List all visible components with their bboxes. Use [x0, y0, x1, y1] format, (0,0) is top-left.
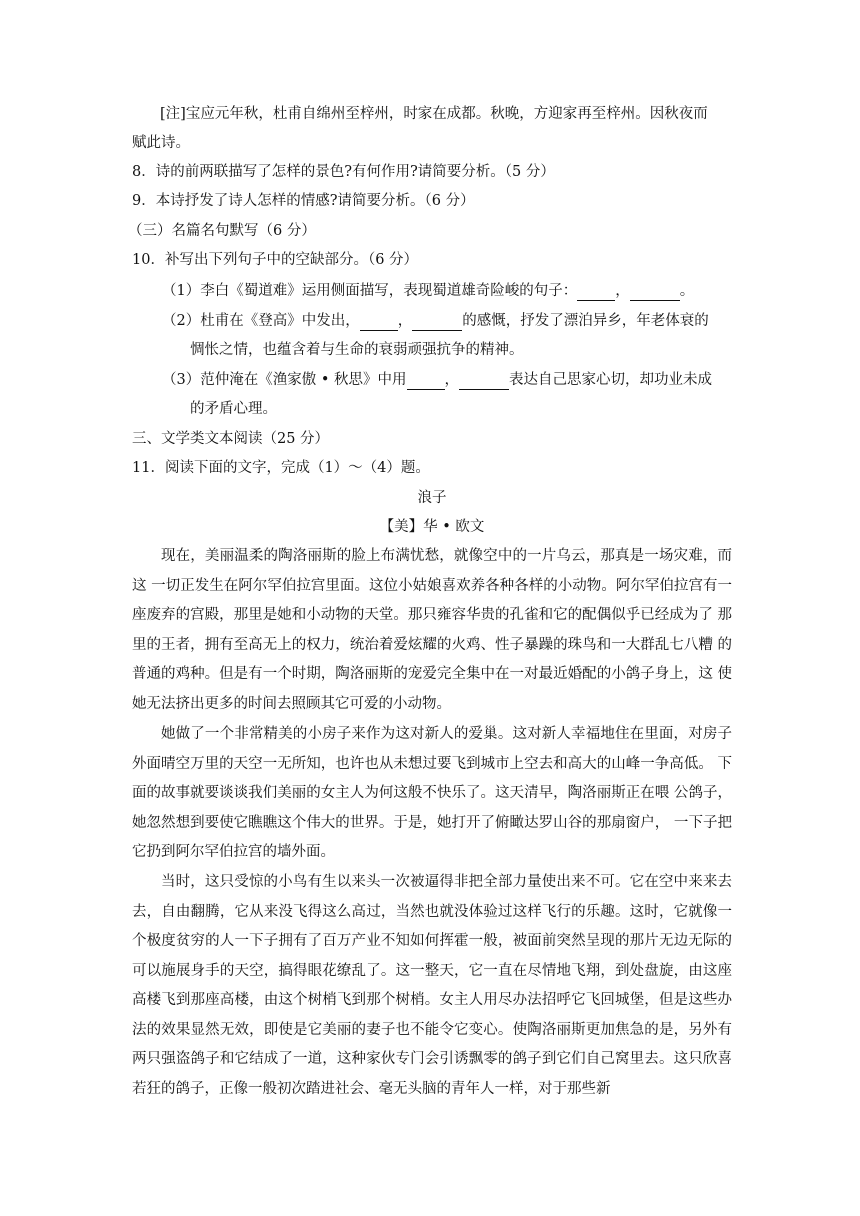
answer-blank[interactable]	[630, 284, 680, 301]
story-paragraph-1: 现在，美丽温柔的陶洛丽斯的脸上布满忧愁，就像空中的一片乌云，那真是一场灾难，而这 一切正发生在阿尔罕伯拉宫里面。这位小姑娘喜欢养各种各样的小动物。阿尔罕伯拉宫有一 座废弃的宫殿，那里是她和小动物的天堂。那只雍容华贵的孔雀和它的配偶似乎已经成为了 那里的王者，拥有至高无上的权力，统治着爱炫耀的火鸡、性子暴躁的珠鸟和一大群乱七八糟 的普通的鸡种。但是有一个时期，陶洛丽斯的宠爱完全集中在一对最近婚配的小鸽子身上，这 使她无法挤出更多的时间去照顾其它可爱的小动物。	[132, 548, 732, 712]
recitation-item-2-text: （2）杜甫在《登高》中发出，	[162, 313, 360, 329]
note-line-2: 赋此诗。	[132, 135, 190, 151]
answer-blank[interactable]	[360, 314, 398, 331]
question-11: 11．阅读下面的文字，完成（1）～（4）题。	[132, 460, 430, 476]
story-title: 浪子	[417, 490, 447, 506]
note-line-1: [注]宝应元年秋，杜甫自绵州至梓州，时家在成都。秋晚，方迎家再至梓州。因秋夜而	[160, 106, 708, 122]
recitation-item-2	[162, 311, 742, 333]
section-heading-literature: 三、文学类文本阅读（25 分）	[132, 431, 330, 447]
end-mark: 。	[679, 283, 695, 299]
recitation-item-2-line-2: 惆怅之情，也蕴含着与生命的衰弱顽强抗争的精神。	[190, 342, 524, 358]
separator: ，	[444, 372, 459, 388]
story-paragraph-3: 当时，这只受惊的小鸟有生以来头一次被逼得非把全部力量使出来不可。它在空中来来去去，自由翻腾，它从来没飞得这么高过，当然也就没体验过这样飞行的乐趣。这时，它就像一 个极度贫穷的人一下子拥有了百万产业不知如何挥霍一般，被面前突然呈现的那片无边无际的可以施展身手的天空，搞得眼花缭乱了。这一整天，它一直在尽情地飞翔，到处盘旋，由这座高楼飞到那座高楼，由这个树梢飞到那个树梢。女主人用尽办法招呼它飞回城堡，但是这些办法的效果显然无效，即使是它美丽的妻子也不能令它变心。使陶洛丽斯更加焦急的是，另外有两只强盗鸽子和它结成了一道，这种家伙专门会引诱飘零的鸽子到它们自己窝里去。这只欣喜若狂的鸽子，正像一般初次踏进社会、毫无头脑的青年人一样，对于那些新	[132, 874, 732, 1097]
recitation-item-3	[162, 370, 742, 392]
recitation-item-2-text-b: 的感慨，抒发了漂泊异乡，年老体衰的	[462, 313, 709, 329]
recitation-item-3-line-2: 的矛盾心理。	[190, 401, 277, 417]
recitation-item-3-text: （3）范仲淹在《渔家傲 • 秋思》中用	[162, 372, 407, 388]
question-9: 9．本诗抒发了诗人怎样的情感?请简要分析。（6 分）	[132, 193, 475, 209]
question-8: 8．诗的前两联描写了怎样的景色?有何作用?请简要分析。（5 分）	[132, 164, 555, 180]
recitation-item-1	[162, 281, 742, 303]
recitation-item-1-text: （1）李白《蜀道难》运用侧面描写，表现蜀道雄奇险峻的句子：	[162, 283, 578, 299]
answer-blank[interactable]	[407, 373, 445, 390]
separator: ，	[397, 313, 413, 329]
recitation-item-3-text-b: 表达自己思家心切，却功业未成	[509, 372, 712, 388]
answer-blank[interactable]	[577, 284, 615, 301]
answer-blank[interactable]	[459, 373, 509, 390]
answer-blank[interactable]	[412, 314, 462, 331]
section-heading-recitation: （三）名篇名句默写（6 分）	[128, 223, 316, 239]
separator: ，	[615, 283, 630, 299]
story-author: 【美】华 • 欧文	[379, 519, 485, 535]
story-paragraph-2: 她做了一个非常精美的小房子来作为这对新人的爱巢。这对新人幸福地住在里面，对房子外面晴空万里的天空一无所知，也许也从未想过要飞到城市上空去和高大的山峰一争高低。 下面的故事就要谈谈我们美丽的女主人为何这般不快乐了。这天清早，陶洛丽斯正在喂 公鸽子，她忽然想到要使它瞧瞧这个伟大的世界。于是，她打开了俯瞰达罗山谷的那扇窗户， 一下子把它扔到阿尔罕伯拉宫的墙外面。	[132, 726, 732, 860]
question-10: 10．补写出下列句子中的空缺部分。（6 分）	[132, 252, 419, 268]
